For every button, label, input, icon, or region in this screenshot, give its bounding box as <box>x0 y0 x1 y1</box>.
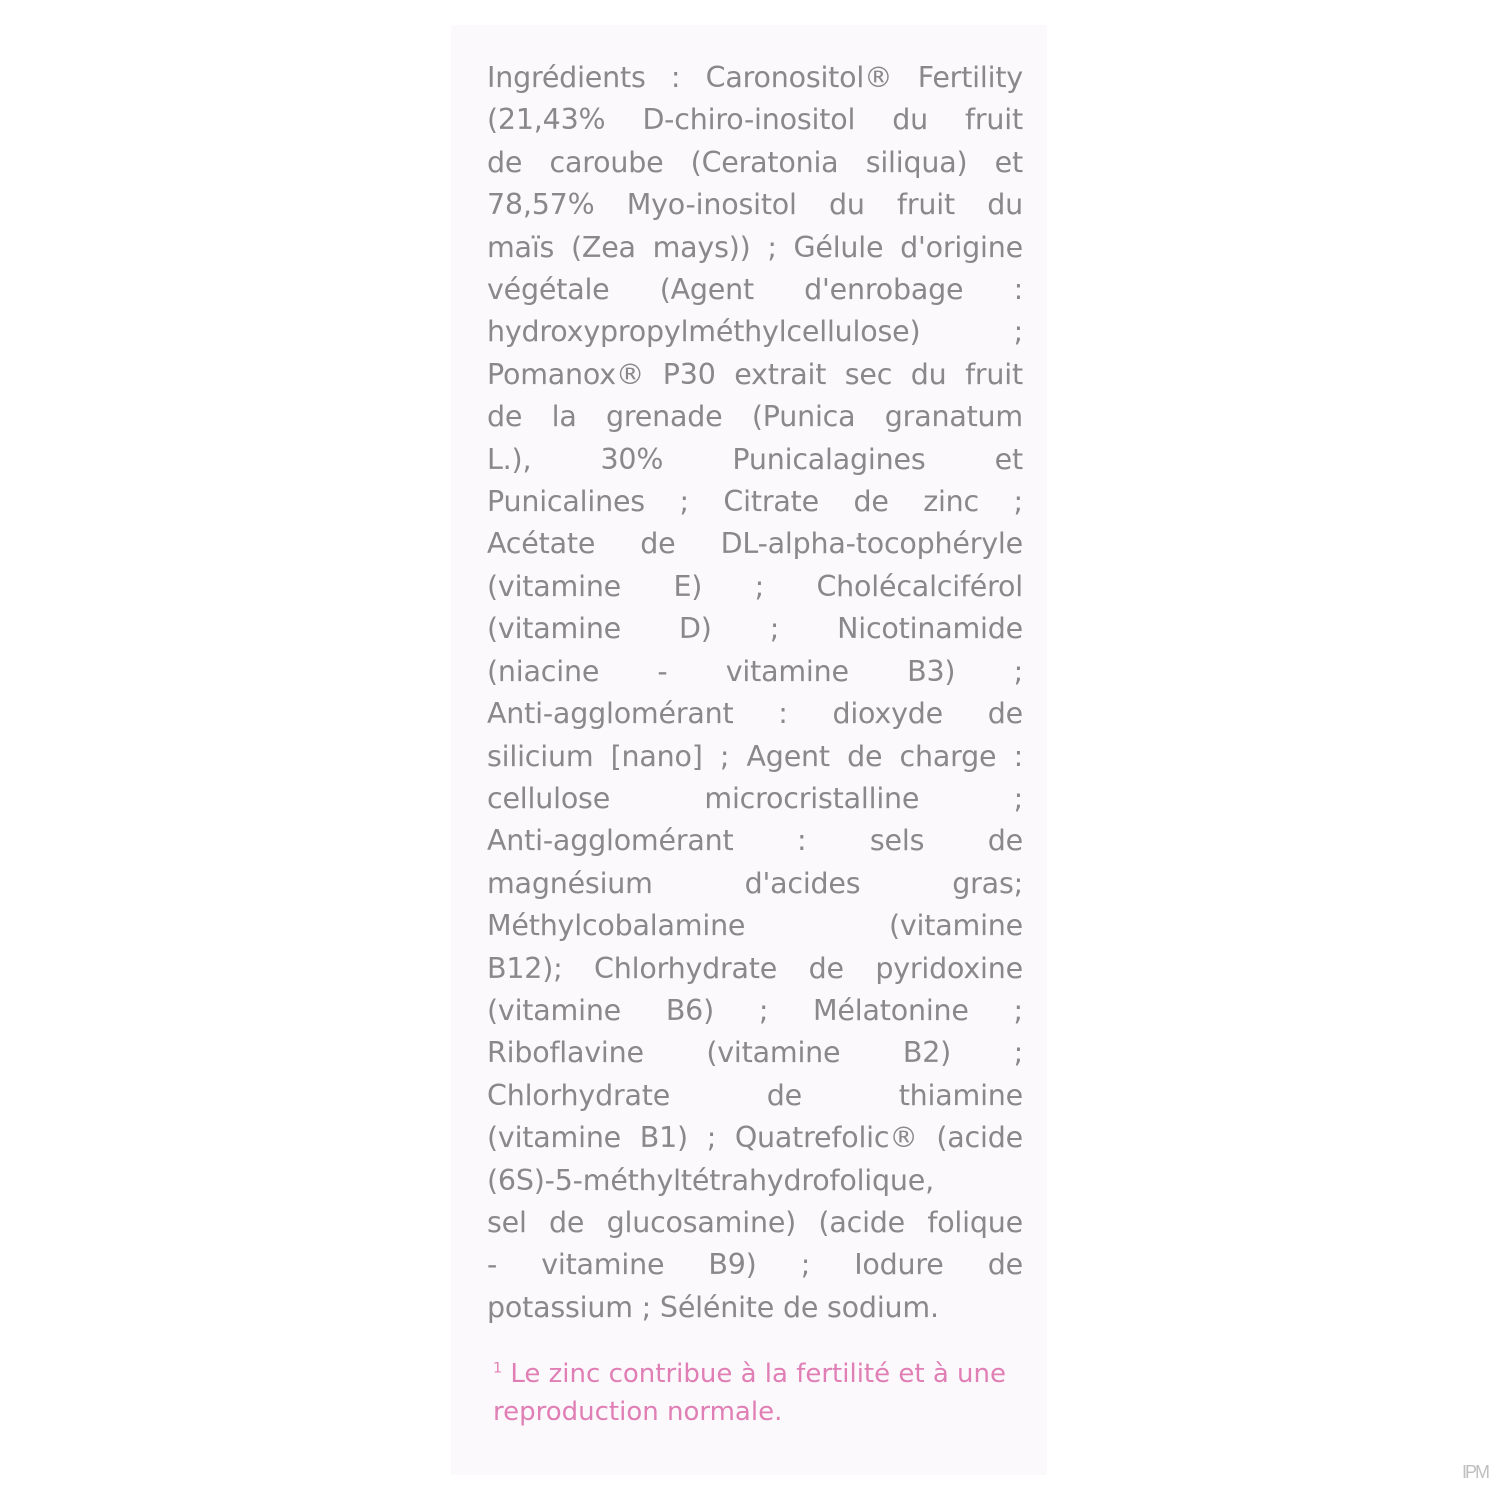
ingredient-word: Myo-inositol <box>626 188 797 222</box>
ingredient-word: ; <box>706 1121 717 1155</box>
ingredient-word: ; <box>719 739 730 773</box>
ingredient-word: d'origine <box>900 230 1023 264</box>
ingredient-word: vitamine <box>725 654 849 688</box>
ingredient-word: B2) <box>902 1036 952 1070</box>
ingredient-word: Punicalines <box>487 485 645 519</box>
ingredient-word: (21,43% <box>487 103 606 137</box>
ingredient-word: (Zea <box>570 230 636 264</box>
ingredient-word: ; <box>767 230 777 264</box>
ingredient-word: Gélule <box>793 230 884 264</box>
ingredient-word: extrait <box>734 357 827 391</box>
ingredients-line <box>487 439 1023 481</box>
ingredients-line <box>487 693 1023 735</box>
ingredients-line <box>487 608 1023 650</box>
ingredient-word: : <box>670 61 681 94</box>
ingredient-word: Cholécalciférol <box>816 569 1023 603</box>
ingredient-word: et <box>994 442 1023 476</box>
ingredient-word: E) <box>673 569 703 603</box>
ingredient-word: : <box>796 824 807 858</box>
ingredient-word: de <box>808 951 844 985</box>
ingredients-line <box>487 481 1023 523</box>
ingredient-word: de <box>853 485 889 519</box>
ingredients-label-panel <box>451 25 1047 1475</box>
ingredient-word: - <box>487 1248 498 1282</box>
ingredient-word: Chlorhydrate <box>487 1078 671 1112</box>
ingredients-line <box>487 1117 1023 1159</box>
ingredient-word: d'enrobage <box>804 273 964 307</box>
ingredient-word: caroube <box>549 145 664 179</box>
ingredient-word: Caronositol® <box>705 61 893 94</box>
ingredient-word: microcristalline <box>704 781 920 815</box>
ingredients-line <box>487 311 1023 353</box>
ingredient-word: fruit <box>897 188 955 222</box>
ingredients-line <box>487 736 1023 778</box>
ingredient-word: Agent <box>746 739 830 773</box>
ingredient-word: (acide <box>818 1205 906 1239</box>
ingredient-word: B3) <box>907 654 956 688</box>
watermark-logo: IPM <box>1462 1462 1489 1482</box>
ingredient-word: d'acides <box>744 866 861 900</box>
ingredient-word: grenade <box>605 400 723 434</box>
ingredient-word: charge <box>899 739 997 773</box>
ingredient-word: sec <box>844 357 893 391</box>
ingredient-word: B9) <box>708 1248 757 1282</box>
ingredient-word: sel <box>487 1205 527 1239</box>
ingredients-line <box>487 99 1023 141</box>
ingredients-line <box>487 227 1023 269</box>
ingredient-word: du <box>987 188 1023 222</box>
ingredient-word: - <box>657 654 668 688</box>
ingredient-word: ; <box>754 569 765 603</box>
ingredient-word: zinc <box>923 485 980 519</box>
ingredients-line <box>487 57 1023 99</box>
ingredients-line <box>487 778 1023 820</box>
ingredient-word: B6) <box>665 993 715 1027</box>
ingredient-word: (vitamine <box>487 993 622 1027</box>
ingredients-line <box>487 1202 1023 1244</box>
ingredient-word: (vitamine <box>888 909 1023 943</box>
ingredient-word: (Punica <box>751 400 856 434</box>
ingredient-word: folique <box>927 1205 1023 1239</box>
ingredients-line <box>487 1032 1023 1074</box>
ingredient-word: magnésium <box>487 866 653 900</box>
ingredients-line <box>487 142 1023 184</box>
ingredient-word: : <box>1013 739 1023 773</box>
ingredient-word: (vitamine <box>487 1121 622 1155</box>
ingredient-word: Citrate <box>723 485 819 519</box>
ingredient-word: Méthylcobalamine <box>487 909 746 943</box>
ingredient-word: Quatrefolic® <box>734 1121 918 1155</box>
ingredient-word: : <box>1013 273 1023 307</box>
ingredient-word: de <box>549 1205 585 1239</box>
ingredient-word: ; <box>1013 781 1023 815</box>
ingredient-word: ; <box>1013 1036 1023 1070</box>
ingredient-word: la <box>551 400 577 434</box>
ingredient-word: (vitamine <box>487 612 622 646</box>
ingredient-word: (niacine <box>487 654 600 688</box>
ingredients-line <box>487 1075 1023 1117</box>
ingredient-word: ; <box>758 993 769 1027</box>
ingredient-word: hydroxypropylméthylcellulose) <box>487 315 921 349</box>
ingredient-word: gras; <box>952 866 1023 900</box>
ingredient-word: de <box>987 1248 1023 1282</box>
ingredient-word: Acétate <box>487 527 596 561</box>
ingredient-word: de <box>640 527 676 561</box>
ingredient-word: du <box>892 103 928 137</box>
ingredient-word: thiamine <box>898 1078 1023 1112</box>
ingredient-word: glucosamine) <box>606 1205 797 1239</box>
ingredient-word: fruit <box>965 357 1023 391</box>
ingredients-line <box>487 523 1023 565</box>
ingredient-word: de <box>847 739 883 773</box>
ingredient-word: de <box>487 400 523 434</box>
ingredient-word: végétale <box>487 273 610 307</box>
ingredients-line <box>487 184 1023 226</box>
ingredients-line <box>487 1244 1023 1286</box>
ingredient-word: 78,57% <box>487 188 595 222</box>
ingredient-word: : <box>778 697 788 731</box>
ingredient-word: ; <box>1013 315 1023 349</box>
ingredient-word: (acide <box>936 1121 1023 1155</box>
ingredient-word: cellulose <box>487 781 611 815</box>
ingredient-word: ; <box>800 1248 811 1282</box>
ingredient-word: Nicotinamide <box>837 612 1023 646</box>
footnote-marker: 1 <box>493 1360 503 1377</box>
ingredient-word: (vitamine <box>706 1036 841 1070</box>
ingredient-word: siliqua) <box>865 145 968 179</box>
ingredient-word: vitamine <box>541 1248 665 1282</box>
ingredient-word: maïs <box>487 230 555 264</box>
ingredient-word: Chlorhydrate <box>594 951 778 985</box>
ingredient-word: ; <box>1013 654 1023 688</box>
footnote <box>493 1355 1013 1431</box>
ingredients-line <box>487 566 1023 608</box>
ingredient-word: Punicalagines <box>732 442 926 476</box>
footnote-text: Le zinc contribue à la fertilité et à une reproduction normale. <box>493 1359 1006 1427</box>
ingredient-word: de <box>987 824 1023 858</box>
ingredient-word: ; <box>769 612 780 646</box>
ingredient-word: de <box>987 697 1023 731</box>
ingredient-word: Mélatonine <box>813 993 969 1027</box>
ingredient-word: Anti-agglomérant <box>487 697 734 731</box>
ingredients-line: potassium ; Sélénite de sodium. <box>487 1290 939 1324</box>
ingredient-word: Ingrédients <box>487 61 646 94</box>
ingredient-word: fruit <box>965 103 1023 137</box>
ingredient-word: ; <box>679 485 689 519</box>
ingredient-word: du <box>829 188 865 222</box>
ingredients-line <box>487 990 1023 1032</box>
ingredients-text <box>487 57 1023 1329</box>
ingredient-word: ; <box>1013 485 1023 519</box>
ingredient-word: pyridoxine <box>875 951 1023 985</box>
ingredient-word: L.), <box>487 442 532 476</box>
ingredient-word: (vitamine <box>487 569 622 603</box>
ingredient-word: granatum <box>884 400 1023 434</box>
ingredient-word: silicium <box>487 739 594 773</box>
ingredient-word: D) <box>679 612 712 646</box>
ingredient-word: et <box>994 145 1023 179</box>
ingredients-line: (6S)-5-méthyltétrahydrofolique, <box>487 1163 934 1197</box>
ingredient-word: D-chiro-inositol <box>642 103 856 137</box>
ingredient-word: de <box>766 1078 802 1112</box>
ingredient-word: Anti-agglomérant <box>487 824 734 858</box>
ingredient-word: DL-alpha-tocophéryle <box>720 527 1023 561</box>
ingredient-word: Pomanox® <box>487 357 645 391</box>
ingredient-word: [nano] <box>610 739 703 773</box>
ingredient-word: sels <box>869 824 925 858</box>
ingredient-word: dioxyde <box>832 697 943 731</box>
ingredients-line <box>487 863 1023 905</box>
ingredient-word: Riboflavine <box>487 1036 644 1070</box>
ingredient-word: B12); <box>487 951 563 985</box>
ingredients-line <box>487 396 1023 438</box>
ingredients-line <box>487 905 1023 947</box>
ingredient-word: ; <box>1013 993 1023 1027</box>
ingredient-word: P30 <box>662 357 716 391</box>
ingredient-word: mays)) <box>652 230 751 264</box>
ingredients-line <box>487 269 1023 311</box>
ingredient-word: B1) <box>639 1121 688 1155</box>
ingredient-word: de <box>487 145 523 179</box>
ingredient-word: 30% <box>600 442 664 476</box>
ingredients-line <box>487 948 1023 990</box>
ingredient-word: du <box>910 357 947 391</box>
ingredients-line <box>487 354 1023 396</box>
ingredient-word: Iodure <box>854 1248 944 1282</box>
ingredients-line <box>487 820 1023 862</box>
ingredients-line <box>487 651 1023 693</box>
ingredient-word: Fertility <box>917 61 1023 94</box>
ingredient-word: (Ceratonia <box>690 145 839 179</box>
ingredient-word: (Agent <box>659 273 754 307</box>
